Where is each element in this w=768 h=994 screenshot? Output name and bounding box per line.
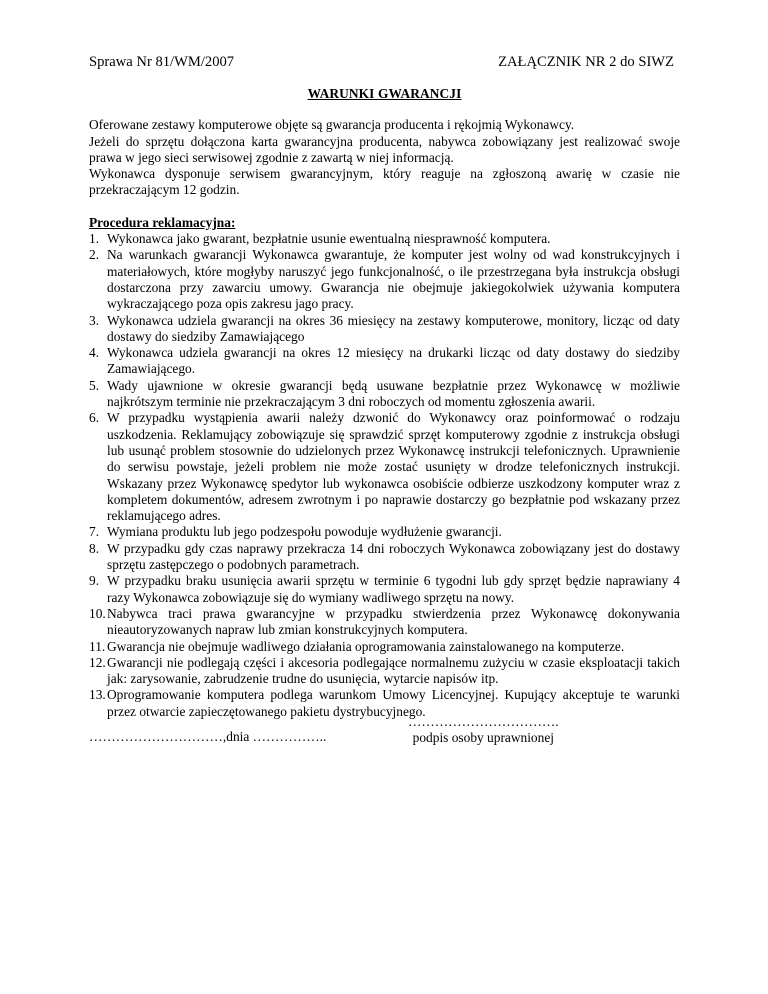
item-number: 3. xyxy=(89,312,100,328)
procedure-item xyxy=(89,345,680,378)
procedure-title: Procedura reklamacyjna: xyxy=(89,214,236,230)
item-number: 1. xyxy=(89,231,100,247)
item-number: 9. xyxy=(89,573,100,589)
item-text: Gwarancji nie podlegają części i akcesoria podlegające normalnemu zużyciu w czasie eksploatacji takich jak: zarysowanie, zabrudzenie trudne do usunięcia, wytarcie napisów itp. xyxy=(107,654,680,687)
intro-paragraph: Oferowane zestawy komputerowe objęte są gwarancja producenta i rękojmią Wykonawcy. xyxy=(89,117,575,133)
procedure-item xyxy=(89,378,680,411)
procedure-item xyxy=(89,410,680,524)
item-number: 13. xyxy=(89,687,106,703)
item-number: 12. xyxy=(89,654,106,670)
item-text: Nabywca traci prawa gwarancyjne w przypadku stwierdzenia przez Wykonawcę dokonywania nieautoryzowanych napraw lub zmian konstrukcyjnych komputera. xyxy=(107,605,680,638)
item-number: 10. xyxy=(89,605,106,621)
procedure-item xyxy=(89,313,680,346)
item-number: 6. xyxy=(89,410,100,426)
procedure-item xyxy=(89,231,680,247)
signature-block xyxy=(89,714,680,754)
procedure-item xyxy=(89,606,680,639)
item-number: 11. xyxy=(89,638,106,654)
item-text: W przypadku braku usunięcia awarii sprzętu w terminie 6 tygodni lub gdy sprzęt będzie naprawiany 4 razy Wykonawca zobowiązuje się do wymiany wadliwego sprzętu na nowy. xyxy=(107,573,680,605)
item-text: Wykonawca udziela gwarancji na okres 36 miesięcy na zestawy komputerowe, monitory, licząc od daty dostawy do siedziby Zamawiającego xyxy=(107,312,680,344)
item-text: Na warunkach gwarancji Wykonawca gwarantuje, że komputer jest wolny od wad konstrukcyjnych i materiałowych, które mogłyby naruszyć jego funkcjonalność, o ile przestrzegana była instrukcja obsługi dostarczona przy zawarciu umowy. Gwarancja nie obejmuje jakiegokolwiek używania komputera wykraczającego poza opis zakresu jago pracy. xyxy=(107,247,680,312)
item-text: Gwarancja nie obejmuje wadliwego działania oprogramowania zainstalowanego na komputerze. xyxy=(107,638,625,654)
procedure-item xyxy=(89,541,680,574)
item-text: Wymiana produktu lub jego podzespołu powoduje wydłużenie gwarancji. xyxy=(107,524,502,540)
item-text: Oprogramowanie komputera podlega warunkom Umowy Licencyjnej. Kupujący akceptuje te warunki przez otwarcie zapieczętowanego pakietu dystrybucyjnego. xyxy=(107,687,680,719)
procedure-item xyxy=(89,573,680,606)
item-number: 7. xyxy=(89,524,100,540)
intro-section xyxy=(89,117,680,198)
procedure-item xyxy=(89,524,680,540)
signature-label: podpis osoby uprawnionej xyxy=(412,730,554,746)
item-number: 2. xyxy=(89,247,100,263)
item-number: 4. xyxy=(89,345,100,361)
item-text: Wykonawca jako gwarant, bezpłatnie usunie ewentualną niesprawność komputera. xyxy=(107,231,551,247)
procedure-item xyxy=(89,639,680,655)
signature-line: ……………………………. xyxy=(408,714,559,729)
procedure-item xyxy=(89,247,680,312)
attachment-label: ZAŁĄCZNIK NR 2 do SIWZ xyxy=(498,54,674,70)
document-page xyxy=(89,54,680,720)
item-text: W przypadku wystąpienia awarii należy dzwonić do Wykonawcy oraz poinformować o rodzaju uszkodzenia. Reklamujący zobowiązuje się sprawdzić sprzęt komputerowy zgodnie z instrukcja obsługi lub usunąć problem stosownie do udzielonych przez Wykonawcę instrukcji telefonicznych. Uprawnienie do serwisu powstaje, jeżeli problem nie może zostać usunięty w drodze telefonicznych instrukcji. Wskazany przez Wykonawcę spedytor lub wykonawca osobiście odbierze uszkodzony komputer wraz z kompletem dokumentów, adresem zwrotnym i po naprawie dostarczy go bezpłatnie pod wskazany przez reklamującego adres. xyxy=(107,410,680,524)
case-number: Sprawa Nr 81/WM/2007 xyxy=(89,54,235,70)
document-header xyxy=(89,54,680,71)
item-text: Wady ujawnione w okresie gwarancji będą usuwane bezpłatnie przez Wykonawcę w możliwie najkrótszym terminie nie przekraczającym 3 dni roboczych od momentu zgłoszenia awarii. xyxy=(107,377,680,410)
place-date-line: …………………………,dnia …………….. xyxy=(89,729,327,744)
item-text: W przypadku gdy czas naprawy przekracza 14 dni roboczych Wykonawca zobowiązany jest do dostawy sprzętu zastępczego o podobnych parametrach. xyxy=(107,540,680,573)
signature-area xyxy=(408,714,559,747)
item-number: 8. xyxy=(89,540,100,556)
procedure-item xyxy=(89,655,680,688)
intro-paragraph: Jeżeli do sprzętu dołączona karta gwarancyjna producenta, nabywca zobowiązany jest realizować swoje prawa w jego sieci serwisowej zgodnie z zawartą w niej informacją. xyxy=(89,133,680,165)
document-title: WARUNKI GWARANCJI xyxy=(307,86,462,101)
item-text: Wykonawca udziela gwarancji na okres 12 miesięcy na drukarki licząc od daty dostawy do siedziby Zamawiającego. xyxy=(107,345,680,377)
intro-paragraph: Wykonawca dysponuje serwisem gwarancyjnym, który reaguje na zgłoszoną awarię w czasie nie przekraczającym 12 godzin. xyxy=(89,166,680,198)
item-number: 5. xyxy=(89,377,100,393)
procedure-list xyxy=(89,231,680,720)
